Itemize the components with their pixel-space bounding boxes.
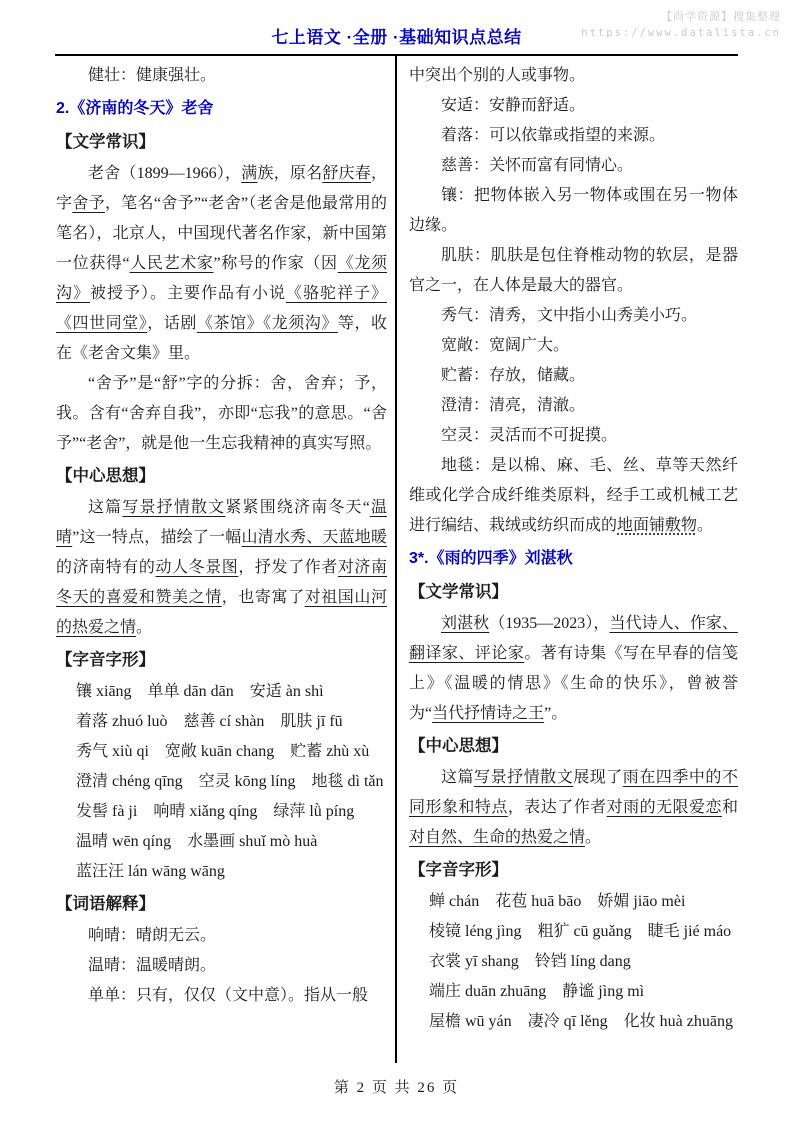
paragraph (409, 763, 738, 853)
pinyin-line (56, 707, 387, 737)
definition-entry (409, 421, 738, 451)
pinyin-line (409, 887, 738, 917)
text-segment: 动人冬景图 (155, 559, 239, 576)
text-segment: ，字 (56, 165, 387, 212)
text-segment: 【文学常识】 (409, 583, 508, 601)
text-segment: 对雨的无限爱恋 (606, 799, 722, 816)
text-segment: 发髻 fà ji 响晴 xiǎng qíng 绿萍 lǜ píng (76, 803, 355, 820)
text-segment: 贮蓄：存放，储藏。 (441, 367, 586, 384)
text-segment: 中突出个别的人或事物。 (409, 67, 586, 84)
text-segment: 肌肤：肌肤是包住脊椎动物的软层，是器官之一，在人体是最大的器官。 (409, 247, 738, 294)
text-segment: 这篇 (441, 769, 475, 786)
text-segment: 秀气 xiù qi 宽敞 kuān chang 贮蓄 zhù xù (76, 743, 370, 760)
text-segment: （1935—2023）， (489, 615, 610, 632)
pinyin-line (56, 677, 387, 707)
text-segment: 棱镜 léng jìng 粗犷 cū guǎng 睫毛 jié máo (429, 923, 732, 940)
text-segment: 温晴 wēn qíng 水墨画 shuǐ mò huà (76, 833, 318, 850)
text-segment: 澄清 chéng qīng 空灵 kōng líng 地毯 dì tǎn (76, 773, 384, 790)
definition-entry (409, 301, 738, 331)
definition-entry (56, 951, 387, 981)
definition-entry (56, 981, 387, 1011)
text-segment: 满 (241, 165, 258, 182)
text-segment: 的济南特有的 (56, 559, 156, 576)
paragraph (56, 369, 387, 459)
text-segment: 慈善：关怀而富有同情心。 (441, 157, 634, 174)
text-segment: 安适：安静而舒适。 (441, 97, 586, 114)
page-title: 七上语文 ·全册 ·基础知识点总结 (271, 28, 522, 47)
section-heading (56, 460, 387, 492)
section-heading (56, 126, 387, 158)
text-segment: 。著有诗集《写在早春的信笺上》《温暖的情思》《生命的快乐》，曾被誉为“ (409, 645, 738, 722)
text-segment: ，抒发了作者 (238, 559, 338, 576)
column-left (55, 56, 395, 1063)
text-segment: 当代抒情诗之王 (432, 705, 545, 722)
pinyin-line (409, 917, 738, 947)
two-column-content (55, 54, 738, 1063)
text-segment: 镶：把物体嵌入另一物体或围在另一物体边缘。 (409, 187, 738, 234)
text-segment: 【字音字形】 (409, 861, 508, 879)
pinyin-line (56, 797, 387, 827)
text-segment: 这篇 (88, 499, 123, 516)
text-segment: 温晴：温暖晴朗。 (88, 957, 217, 974)
pinyin-line (409, 947, 738, 977)
text-segment: 对济南冬天的喜爱和赞美之情 (56, 559, 387, 606)
text-segment: 【中心思想】 (409, 737, 508, 755)
text-segment: 【中心思想】 (56, 467, 155, 485)
pinyin-line (56, 737, 387, 767)
text-segment: ”。 (544, 705, 568, 722)
text-segment: ，话剧 (147, 315, 197, 332)
pinyin-line (56, 767, 387, 797)
text-segment: 屋檐 wū yán 凄冷 qī lěng 化妆 huà zhuāng (429, 1013, 733, 1030)
text-segment: 《龙须沟》 (56, 255, 387, 302)
page-footer (0, 1063, 793, 1097)
text-segment: 【字音字形】 (56, 651, 155, 669)
text-segment: 。 (585, 829, 602, 846)
text-segment: 蝉 chán 花苞 huā bāo 娇媚 jiāo mèi (429, 893, 686, 910)
paragraph (409, 61, 738, 91)
section-heading (56, 644, 387, 676)
pinyin-line (409, 977, 738, 1007)
definition-entry (409, 331, 738, 361)
text-segment: 当代诗人、作家、翻译家、评论家 (409, 615, 738, 662)
pinyin-line (56, 827, 387, 857)
paragraph (409, 609, 738, 729)
text-segment: 舒庆春 (322, 165, 371, 182)
text-segment: 舍予 (72, 195, 105, 212)
text-segment: 健壮：健康强壮。 (88, 67, 217, 84)
pinyin-line (409, 1007, 738, 1037)
watermark-url: https://www.datalista.cn (581, 27, 781, 39)
text-segment: 单单：只有，仅仅（文中意）。指从一般 (88, 987, 369, 1004)
watermark-source-label: 【尚学资源】搜集整理 (661, 10, 781, 23)
text-segment: 响晴：晴朗无云。 (88, 927, 217, 944)
text-segment: 。 (136, 619, 153, 636)
page-number-label: 第 2 页 共 26 页 (333, 1080, 460, 1096)
text-segment: 刘湛秋 (441, 615, 490, 632)
text-segment: 地面铺敷物 (617, 517, 698, 534)
definition-entry (409, 241, 738, 301)
text-segment: 《茶馆》《龙须沟》 (196, 315, 338, 332)
text-segment: ，也寄寓了 (221, 589, 305, 606)
text-segment: 写景抒情散文 (122, 499, 226, 516)
text-segment: 山清水秀、天蓝地暖 (241, 529, 387, 546)
definition-entry (409, 451, 738, 541)
section-heading (56, 888, 387, 920)
text-segment: 等，收在《老舍文集》里。 (56, 315, 387, 362)
text-segment: 被授予）。主要作品有小说 (90, 285, 286, 302)
text-segment: 雨在四季中的不同形象和特点 (409, 769, 738, 816)
definition-entry (409, 91, 738, 121)
text-segment: 人民艺术家 (129, 255, 214, 272)
paragraph (56, 159, 387, 369)
definition-entry (409, 391, 738, 421)
text-segment: 《骆驼祥子》《四世同堂》 (56, 285, 387, 332)
text-segment: 紧紧围绕济南冬天“ (225, 499, 370, 516)
definition-entry (409, 181, 738, 241)
text-segment: 空灵：灵活而不可捉摸。 (441, 427, 618, 444)
text-segment: 3*.《雨的四季》刘湛秋 (409, 550, 573, 567)
text-segment: 老舍（1899—1966）， (88, 165, 242, 182)
text-segment: 衣裳 yī shang 铃铛 líng dang (429, 953, 631, 970)
column-right (397, 56, 738, 1063)
text-segment: 展现了 (573, 769, 623, 786)
text-segment: 地毯：是以棉、麻、毛、丝、草等天然纤维或化学合成纤维类原料，经手工或机械工艺进行编结、栽绒或纺织而成的 (409, 457, 738, 534)
definition-entry (409, 151, 738, 181)
text-segment: ，笔名“舍予”“老舍”（老舍是他最常用的笔名），北京人，中国现代著名作家，新中国第一位获得“ (56, 195, 387, 272)
text-segment: ，表达了作者 (507, 799, 607, 816)
definition-entry (56, 921, 387, 951)
watermark (581, 9, 781, 41)
text-segment: 和 (721, 799, 738, 816)
text-segment: ”称号的作家（因 (213, 255, 338, 272)
text-segment: 着落：可以依靠或指望的来源。 (441, 127, 666, 144)
text-segment: 【词语解释】 (56, 895, 155, 913)
definition-entry (409, 121, 738, 151)
text-segment: 【文学常识】 (56, 133, 155, 151)
text-segment: 温晴 (56, 499, 387, 546)
text-segment: ”这一特点，描绘了一幅 (72, 529, 242, 546)
text-segment: 镶 xiāng 单单 dān dān 安适 àn shì (76, 683, 324, 700)
definition-entry (56, 61, 387, 91)
text-segment: 2.《济南的冬天》老舍 (56, 100, 214, 117)
text-segment: “舍予”是“舒”字的分拆：舍，舍弃；予，我。含有“舍弃自我”，亦即“忘我”的意思。“舍予”“老舍”，就是他一生忘我精神的真实写照。 (56, 375, 387, 452)
section-heading (409, 854, 738, 886)
lesson-heading (409, 543, 738, 575)
text-segment: 端庄 duān zhuāng 静谧 jìng mì (429, 983, 645, 1000)
text-segment: 对祖国山河的热爱之情 (56, 589, 387, 636)
section-heading (409, 730, 738, 762)
paragraph (56, 493, 387, 643)
definition-entry (409, 361, 738, 391)
lesson-heading (56, 93, 387, 125)
text-segment: 蓝汪汪 lán wāng wāng (76, 863, 225, 880)
text-segment: 对自然、生命的热爱之情 (409, 829, 586, 846)
text-segment: 写景抒情散文 (474, 769, 574, 786)
text-segment: 族，原名 (257, 165, 323, 182)
text-segment: 着落 zhuó luò 慈善 cí shàn 肌肤 jī fū (76, 713, 343, 730)
text-segment: 。 (697, 517, 714, 534)
section-heading (409, 576, 738, 608)
text-segment: 澄清：清亮，清澈。 (441, 397, 586, 414)
text-segment: 秀气：清秀，文中指小山秀美小巧。 (441, 307, 698, 324)
text-segment: 宽敞：宽阔广大。 (441, 337, 570, 354)
pinyin-line (56, 857, 387, 887)
